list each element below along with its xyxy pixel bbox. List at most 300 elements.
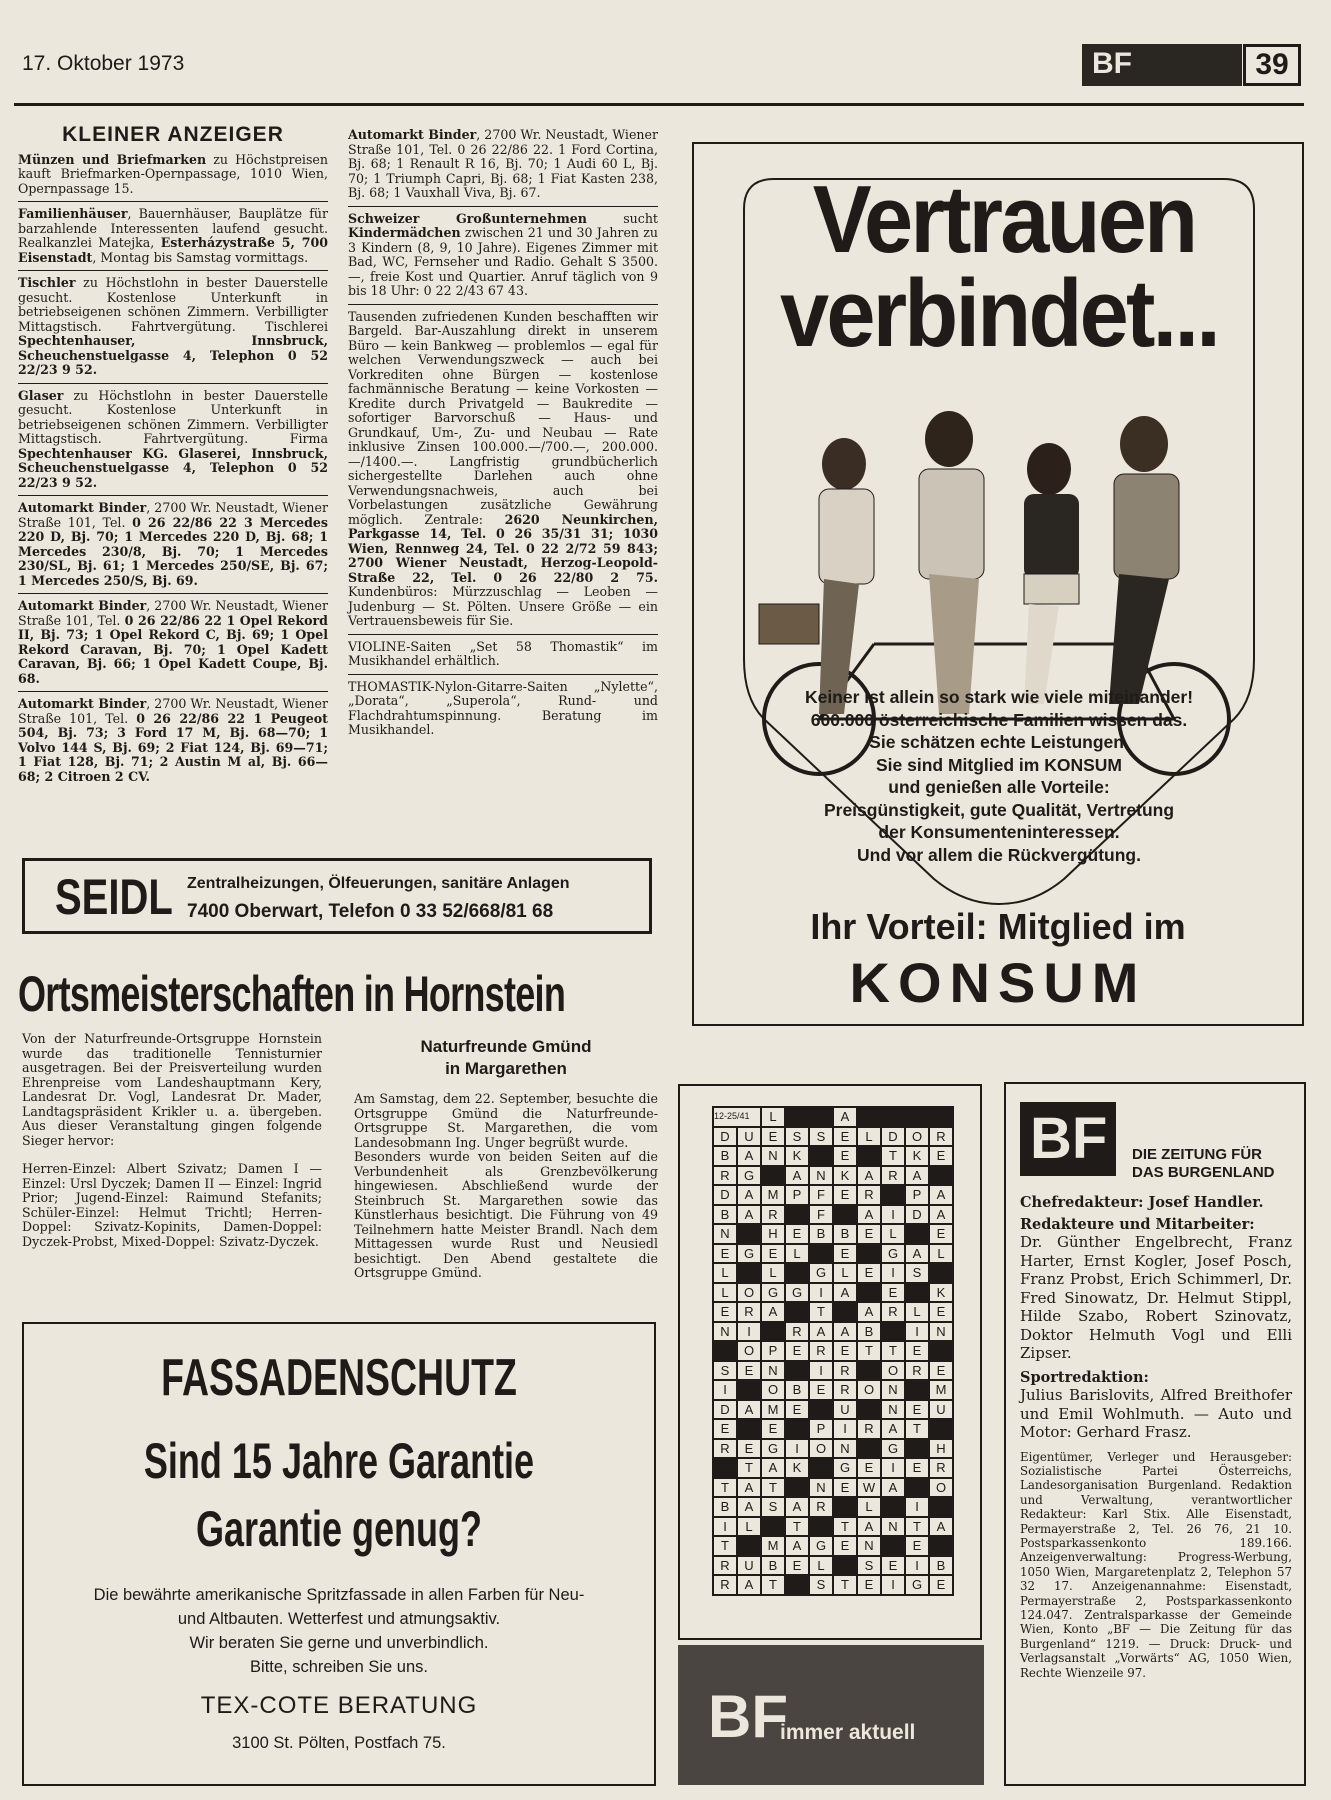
crossword-cell: N xyxy=(809,1478,833,1498)
crossword-cell: A xyxy=(857,1205,881,1225)
crossword-cell: A xyxy=(785,1166,809,1186)
crossword-cell: S xyxy=(785,1127,809,1147)
crossword-cell xyxy=(737,1536,761,1556)
crossword-cell: E xyxy=(833,1244,857,1264)
crossword-cell: R xyxy=(809,1341,833,1361)
crossword-cell: N xyxy=(713,1224,737,1244)
crossword-cell: L xyxy=(857,1497,881,1517)
fassaden-company: TEX-COTE BERATUNG xyxy=(200,1692,478,1719)
crossword-cell: E xyxy=(713,1302,737,1322)
crossword-cell xyxy=(809,1458,833,1478)
crossword-cell xyxy=(929,1341,953,1361)
crossword-cell: K xyxy=(833,1166,857,1186)
crossword-cell: L xyxy=(713,1283,737,1303)
fassaden-body-2: und Altbauten. Wetterfest und atmungsaktiv. xyxy=(177,1610,501,1628)
crossword-cell: A xyxy=(737,1185,761,1205)
crossword-cell: R xyxy=(833,1361,857,1381)
crossword-cell: T xyxy=(737,1458,761,1478)
crossword-cell: T xyxy=(713,1536,737,1556)
crossword-cell: N xyxy=(713,1322,737,1342)
crossword-cell: E xyxy=(785,1224,809,1244)
classified-ad: Tischler zu Höchstlohn in bester Dauerstelle gesucht. Kostenlose Unterkunft in betriebseigenen schönen Zimmern. Verbilligter Mittagstisch. Fahrtvergütung. Tischlerei Spechtenhauser, Innsbruck, Scheuchenstuelgasse 4, Telephon 0 52 22/23 9 52. xyxy=(18,275,328,377)
impressum-logo xyxy=(1020,1102,1116,1176)
crossword-cell: R xyxy=(713,1556,737,1576)
crossword-cell: R xyxy=(737,1302,761,1322)
konsum-body-line: Sie schätzen echte Leistungen. xyxy=(869,732,1129,752)
crossword-cell xyxy=(809,1517,833,1537)
crossword-cell: I xyxy=(905,1497,929,1517)
crossword-cell: G xyxy=(737,1244,761,1264)
crossword-cell: D xyxy=(905,1205,929,1225)
crossword-cell: G xyxy=(881,1244,905,1264)
crossword-cell xyxy=(857,1107,881,1127)
crossword-cell: M xyxy=(761,1185,785,1205)
crossword-cell: A xyxy=(833,1322,857,1342)
crossword-cell: A xyxy=(905,1166,929,1186)
crossword-cell: I xyxy=(881,1205,905,1225)
crossword-cell: E xyxy=(929,1146,953,1166)
fassaden-line-1: Sind 15 Jahre Garantie xyxy=(143,1433,535,1489)
crossword-cell xyxy=(881,1185,905,1205)
crossword-cell: B xyxy=(713,1146,737,1166)
crossword-cell: D xyxy=(881,1127,905,1147)
crossword-label: 12-25/41 xyxy=(713,1107,761,1127)
crossword-cell xyxy=(737,1419,761,1439)
crossword-cell: R xyxy=(905,1361,929,1381)
crossword-box xyxy=(678,1084,982,1640)
classified-ad: VIOLINE-Saiten „Set 58 Thomastik“ im Musikhandel erhältlich. xyxy=(348,638,658,668)
crossword-cell: L xyxy=(737,1517,761,1537)
crossword-cell: I xyxy=(905,1556,929,1576)
crossword-cell xyxy=(905,1439,929,1459)
header-rule xyxy=(14,103,1304,106)
crossword-cell: E xyxy=(737,1439,761,1459)
crossword-cell xyxy=(929,1107,953,1127)
crossword-cell: T xyxy=(761,1478,785,1498)
crossword-cell xyxy=(905,1478,929,1498)
crossword-cell: P xyxy=(761,1341,785,1361)
crossword-cell: N xyxy=(881,1380,905,1400)
crossword-cell: T xyxy=(905,1517,929,1537)
crossword-cell: D xyxy=(713,1400,737,1420)
crossword-cell: I xyxy=(833,1419,857,1439)
crossword-cell: U xyxy=(929,1400,953,1420)
crossword-cell: L xyxy=(905,1302,929,1322)
crossword-cell xyxy=(713,1458,737,1478)
konsum-body-line: Und vor allem die Rückvergütung. xyxy=(857,844,1141,865)
crossword-cell: A xyxy=(881,1478,905,1498)
crossword-cell xyxy=(881,1497,905,1517)
crossword-cell: L xyxy=(833,1263,857,1283)
hornstein-body: Von der Naturfreunde-Ortsgruppe Hornstein wurde das traditionelle Tennisturnier ausgetragen. Bei der Preisverteilung wurden Ehrenpreise vom Landeshauptmann Kery, Landesrat Dr. Vogl, Landesrat Dr. Mader, Landtagspräsident Krikler u. a. übergeben. Aus dieser Veranstaltung gingen folgende Sieger hervor: xyxy=(22,1031,322,1148)
crossword-cell: L xyxy=(929,1244,953,1264)
crossword-cell: E xyxy=(833,1185,857,1205)
crossword-cell: D xyxy=(713,1185,737,1205)
ad-divider xyxy=(348,206,658,207)
seidl-name: SEIDL xyxy=(55,869,173,925)
crossword-cell: E xyxy=(929,1575,953,1595)
crossword-cell: I xyxy=(809,1283,833,1303)
crossword-cell: E xyxy=(761,1244,785,1264)
crossword-cell: I xyxy=(785,1439,809,1459)
konsum-body-line: der Konsumenteninteressen. xyxy=(878,822,1120,842)
crossword-cell xyxy=(857,1400,881,1420)
impressum-sport-title: Sportredaktion: xyxy=(1020,1368,1149,1386)
gmuend-article xyxy=(354,1036,658,1281)
crossword-cell: O xyxy=(737,1341,761,1361)
crossword-cell: L xyxy=(857,1127,881,1147)
crossword-cell: F xyxy=(809,1205,833,1225)
crossword-cell: E xyxy=(785,1341,809,1361)
crossword-cell xyxy=(833,1497,857,1517)
crossword-cell: U xyxy=(737,1556,761,1576)
crossword-cell xyxy=(881,1107,905,1127)
crossword-cell: K xyxy=(929,1283,953,1303)
crossword-cell: B xyxy=(857,1322,881,1342)
crossword-cell xyxy=(785,1263,809,1283)
crossword-cell: B xyxy=(713,1497,737,1517)
crossword-cell: S xyxy=(809,1575,833,1595)
crossword-cell: H xyxy=(929,1439,953,1459)
crossword-cell xyxy=(761,1166,785,1186)
crossword-cell: B xyxy=(713,1205,737,1225)
crossword-cell: A xyxy=(857,1166,881,1186)
crossword-cell xyxy=(785,1107,809,1127)
crossword-cell: L xyxy=(761,1263,785,1283)
ad-divider xyxy=(348,304,658,305)
crossword-cell: I xyxy=(905,1322,929,1342)
crossword-cell: P xyxy=(809,1419,833,1439)
classified-ad: Automarkt Binder, 2700 Wr. Neustadt, Wiener Straße 101, Tel. 0 26 22/86 22 1 Opel Rekord II, Bj. 73; 1 Opel Rekord C, Bj. 69; 1 Opel Rekord Caravan, Bj. 70; 1 Opel Kadett Caravan, Bj. 66; 1 Opel Kadett Coupe, Bj. 68. xyxy=(18,598,328,686)
crossword-cell: R xyxy=(713,1439,737,1459)
classified-ad: Automarkt Binder, 2700 Wr. Neustadt, Wiener Straße 101, Tel. 0 26 22/86 22 3 Mercedes 220 D, Bj. 70; 1 Mercedes 220 D, Bj. 68; 1 Mercedes 230/8, Bj. 70; 1 Mercedes 230/SL, Bj. 61; 1 Mercedes 250/SE, Bj. 67; 1 Mercedes 250/S, Bj. 69. xyxy=(18,500,328,588)
konsum-body-line: Preisgünstigkeit, gute Qualität, Vertretung xyxy=(823,799,1175,820)
crossword-cell xyxy=(785,1302,809,1322)
crossword-cell: E xyxy=(833,1146,857,1166)
gmuend-body-2: Besonders wurde von beiden Seiten auf die Verbundenheit als Grenzbevölkerung hingewiesen. Abschließend wurde der Steinbruch St. Margarethen sowie das Künstlerhaus besichtigt. Die Führung von 49 Teilnehmern hatte Meister Brandl. Nach dem Mittagessen wurde Rust und Neusiedl besichtigt. Den Abend gestaltete die Ortsgruppe Gmünd. xyxy=(354,1149,658,1280)
classifieds-list-2 xyxy=(348,128,658,738)
crossword-cell xyxy=(929,1166,953,1186)
crossword-cell: K xyxy=(905,1146,929,1166)
bf-aktuell-ad xyxy=(678,1645,984,1785)
crossword-cell xyxy=(929,1536,953,1556)
crossword-cell: E xyxy=(833,1127,857,1147)
impressum-box xyxy=(1004,1082,1306,1786)
crossword-cell: A xyxy=(929,1205,953,1225)
crossword-cell: A xyxy=(785,1536,809,1556)
crossword-cell: A xyxy=(737,1400,761,1420)
crossword-cell: L xyxy=(881,1224,905,1244)
konsum-brand: KONSUM xyxy=(849,951,1147,1014)
crossword-cell: E xyxy=(905,1400,929,1420)
crossword-cell: E xyxy=(857,1263,881,1283)
classifieds-column-1 xyxy=(18,123,328,784)
crossword-cell: A xyxy=(737,1497,761,1517)
crossword-cell: W xyxy=(857,1478,881,1498)
crossword-cell xyxy=(857,1244,881,1264)
crossword-cell: R xyxy=(929,1458,953,1478)
konsum-headline-2: verbindet... xyxy=(779,260,1219,367)
hornstein-headline: Ortsmeisterschaften in Hornstein xyxy=(18,966,566,1022)
impressum-tagline-1: DIE ZEITUNG FÜR xyxy=(1132,1146,1262,1163)
crossword-cell: R xyxy=(713,1575,737,1595)
crossword-cell: G xyxy=(761,1439,785,1459)
crossword-cell xyxy=(737,1224,761,1244)
impressum-redakteure-title: Redakteure und Mitarbeiter: xyxy=(1020,1215,1255,1233)
crossword-cell: A xyxy=(881,1419,905,1439)
classified-ad: Münzen und Briefmarken zu Höchstpreisen kauft Briefmarken-Opernpassage, 1010 Wien, Opernpassage 15. xyxy=(18,151,328,196)
crossword-cell: B xyxy=(833,1224,857,1244)
crossword-cell: G xyxy=(833,1458,857,1478)
crossword-cell: R xyxy=(929,1127,953,1147)
fassaden-body-4: Bitte, schreiben Sie uns. xyxy=(250,1658,428,1676)
crossword-cell: T xyxy=(833,1517,857,1537)
crossword-cell xyxy=(809,1400,833,1420)
crossword-grid xyxy=(712,1106,954,1596)
classified-ad: Schweizer Großunternehmen sucht Kindermädchen zwischen 21 und 30 Jahren zu 3 Kindern (8, 9, 10 Jahre). Eigenes Zimmer mit Bad, WC, Fernseher und Radio. Gehalt S 3500.—, freie Kost und Quartier. Anruf täglich von 9 bis 18 Uhr: 0 22 2/43 67 43. xyxy=(348,210,658,298)
crossword-cell: E xyxy=(833,1536,857,1556)
crossword-grid-wrap xyxy=(712,1106,954,1596)
crossword-cell: S xyxy=(809,1127,833,1147)
crossword-cell: E xyxy=(905,1458,929,1478)
crossword-cell: A xyxy=(857,1302,881,1322)
crossword-cell: O xyxy=(809,1439,833,1459)
crossword-cell: T xyxy=(809,1302,833,1322)
crossword-cell: A xyxy=(737,1205,761,1225)
crossword-cell xyxy=(905,1380,929,1400)
crossword-cell: S xyxy=(761,1497,785,1517)
crossword-cell xyxy=(737,1380,761,1400)
crossword-cell: E xyxy=(905,1536,929,1556)
crossword-cell: E xyxy=(857,1458,881,1478)
crossword-cell: R xyxy=(881,1166,905,1186)
crossword-cell: T xyxy=(881,1146,905,1166)
crossword-cell xyxy=(857,1439,881,1459)
classified-ad: THOMASTIK-Nylon-Gitarre-Saiten „Nylette“, „Dorata“, „Superola“, Rund- und Flachdrahtumspinnung. Beratung im Musikhandel. xyxy=(348,678,658,737)
konsum-headline-1: Vertrauen xyxy=(812,166,1196,273)
crossword-cell xyxy=(785,1205,809,1225)
crossword-cell: N xyxy=(857,1536,881,1556)
crossword-cell xyxy=(929,1497,953,1517)
crossword-cell: S xyxy=(857,1556,881,1576)
konsum-body-line: Sie sind Mitglied im KONSUM xyxy=(876,754,1122,775)
crossword-cell xyxy=(713,1341,737,1361)
seidl-ad xyxy=(22,858,652,934)
gmuend-title-2: in Margarethen xyxy=(445,1059,567,1078)
crossword-cell: L xyxy=(809,1556,833,1576)
crossword-cell: K xyxy=(785,1146,809,1166)
crossword-cell: R xyxy=(857,1185,881,1205)
crossword-cell: I xyxy=(881,1458,905,1478)
crossword-cell: T xyxy=(713,1478,737,1498)
crossword-cell xyxy=(833,1302,857,1322)
ad-divider xyxy=(18,270,328,271)
crossword-cell: B xyxy=(785,1380,809,1400)
crossword-cell: A xyxy=(761,1458,785,1478)
classified-ad: Familienhäuser, Bauernhäuser, Bauplätze für barzahlende Interessenten laufend gesucht. Realkanzlei Matejka, Esterházystraße 5, 700 Eisenstadt, Montag bis Samstag vormittags. xyxy=(18,206,328,265)
crossword-cell: G xyxy=(809,1263,833,1283)
crossword-cell: N xyxy=(761,1361,785,1381)
impressum-logo-text: BF xyxy=(1030,1106,1108,1171)
crossword-cell xyxy=(785,1575,809,1595)
crossword-cell: A xyxy=(929,1517,953,1537)
classified-ad: Glaser zu Höchstlohn in bester Dauerstelle gesucht. Kostenlose Unterkunft in betriebseigenen schönen Zimmern. Verbilligter Mittagstisch. Fahrtvergütung. Firma Spechtenhauser KG. Glaserei, Innsbruck, Scheuchenstuelgasse 4, Telephon 0 52 22/23 9 52. xyxy=(18,387,328,490)
crossword-cell: E xyxy=(785,1556,809,1576)
page-number: 39 xyxy=(1243,44,1301,86)
crossword-cell xyxy=(905,1224,929,1244)
crossword-cell: A xyxy=(737,1146,761,1166)
impressum-tagline-2: DAS BURGENLAND xyxy=(1132,1164,1275,1181)
crossword-cell: O xyxy=(881,1361,905,1381)
crossword-cell: R xyxy=(785,1322,809,1342)
fassaden-line-2: Garantie genug? xyxy=(195,1501,483,1557)
crossword-cell xyxy=(785,1361,809,1381)
crossword-cell: M xyxy=(929,1380,953,1400)
crossword-cell xyxy=(809,1244,833,1264)
crossword-cell xyxy=(785,1419,809,1439)
crossword-cell: I xyxy=(713,1380,737,1400)
crossword-cell: A xyxy=(905,1244,929,1264)
crossword-cell: E xyxy=(929,1224,953,1244)
crossword-cell: A xyxy=(761,1302,785,1322)
crossword-cell: G xyxy=(809,1536,833,1556)
crossword-cell: K xyxy=(785,1458,809,1478)
crossword-cell: O xyxy=(737,1283,761,1303)
crossword-cell: T xyxy=(905,1419,929,1439)
masthead-logo xyxy=(1082,44,1242,86)
crossword-cell: N xyxy=(929,1322,953,1342)
crossword-cell: N xyxy=(881,1517,905,1537)
crossword-cell: P xyxy=(785,1185,809,1205)
crossword-cell: N xyxy=(833,1439,857,1459)
crossword-cell: E xyxy=(737,1361,761,1381)
crossword-cell xyxy=(857,1146,881,1166)
classified-ad: Automarkt Binder, 2700 Wr. Neustadt, Wiener Straße 101, Tel. 0 26 22/86 22. 1 Ford Cortina, Bj. 68; 1 Renault R 16, Bj. 70; 1 Audi 60 L, Bj. 70; 1 Triumph Capri, Bj. 68; 1 Fiat Kasten 238, Bj. 68; 1 Vauxhall Viva, Bj. 67. xyxy=(348,127,658,200)
crossword-cell: T xyxy=(857,1341,881,1361)
crossword-cell: E xyxy=(785,1400,809,1420)
crossword-cell xyxy=(737,1263,761,1283)
crossword-cell: E xyxy=(857,1224,881,1244)
crossword-cell xyxy=(881,1536,905,1556)
crossword-cell: E xyxy=(881,1283,905,1303)
crossword-cell: N xyxy=(809,1166,833,1186)
crossword-cell xyxy=(785,1478,809,1498)
impressum-redakteure: Dr. Günther Engelbrecht, Franz Harter, Ernst Kogler, Josef Posch, Franz Probst, Erich Schimmerl, Dr. Fred Sinowatz, Dr. Helmut Stippl, Hilde Szabo, Robert Szinovatz, Doktor Helmuth Vogl und Elli Zipser. xyxy=(1020,1233,1292,1362)
crossword-cell: T xyxy=(761,1575,785,1595)
ad-divider xyxy=(348,674,658,675)
crossword-cell: O xyxy=(761,1380,785,1400)
fassaden-address: 3100 St. Pölten, Postfach 75. xyxy=(232,1734,446,1752)
crossword-cell: S xyxy=(905,1263,929,1283)
konsum-body-text xyxy=(754,686,1244,866)
crossword-cell: B xyxy=(809,1224,833,1244)
crossword-cell: I xyxy=(809,1361,833,1381)
crossword-cell: L xyxy=(785,1244,809,1264)
crossword-cell xyxy=(929,1419,953,1439)
masthead-logo-text: BF xyxy=(1092,47,1132,80)
hornstein-article xyxy=(22,1032,322,1249)
classified-ad: Tausenden zufriedenen Kunden beschafften wir Bargeld. Bar-Auszahlung direkt in unserem Büro — kein Bankweg — problemlos — egal für welchen Verwendungszweck — auch bei Vorkrediten ohne Bürgen — kostenlose fachmännische Beratung — keine Vorkosten — Kredite durch Privatgeld — Baukredite — sofortiger Barvorschuß — Haus- und Grundkauf, Um-, Zu- und Neubau — Rate inklusive Zinsen 100.000.—/700.—, 200.000.—/1400.—. Langfristig grundbücherlich sichergestellte Darlehen auch ohne Verwendungsnachweis, auch bei Vorbelastungen zusätzliche Gewährung möglich. Zentrale: 2620 Neunkirchen, Parkgasse 14, Tel. 0 26 35/31 31; 1030 Wien, Rennweg 24, Tel. 0 22 2/72 59 843; 2700 Wiener Neustadt, Herzog-Leopold-Straße 22, Tel. 0 26 22/80 2 75. Kundenbüros: Mürzzuschlag — Leoben — Judenburg — St. Pölten. Unsere Größe — ein Vertrauensbeweis für Sie. xyxy=(348,308,658,628)
seidl-line-2: 7400 Oberwart, Telefon 0 33 52/668/81 68 xyxy=(187,901,554,922)
ad-divider xyxy=(348,634,658,635)
crossword-cell: E xyxy=(881,1556,905,1576)
crossword-cell: B xyxy=(929,1556,953,1576)
crossword-cell: R xyxy=(857,1419,881,1439)
crossword-cell: R xyxy=(713,1166,737,1186)
crossword-cell: T xyxy=(785,1517,809,1537)
classified-ad: Automarkt Binder, 2700 Wr. Neustadt, Wiener Straße 101, Tel. 0 26 22/86 22 1 Peugeot 504, Bj. 73; 3 Ford 17 M, Bj. 68—70; 1 Volvo 144 S, Bj. 69; 2 Fiat 124, Bj. 69—71; 1 Fiat 128, Bj. 71; 2 Austin M al, Bj. 66—68; 2 Citroen 2 CV. xyxy=(18,696,328,784)
ad-divider xyxy=(18,495,328,496)
crossword-cell: E xyxy=(833,1478,857,1498)
fassaden-title: FASSADENSCHUTZ xyxy=(161,1349,517,1407)
konsum-body-line: Keiner ist allein so stark wie viele miteinander! xyxy=(804,687,1194,707)
crossword-cell: U xyxy=(737,1127,761,1147)
crossword-cell: R xyxy=(761,1205,785,1225)
crossword-cell: M xyxy=(761,1400,785,1420)
crossword-cell: O xyxy=(857,1380,881,1400)
crossword-cell: G xyxy=(737,1166,761,1186)
gmuend-body-1: Am Samstag, dem 22. September, besuchte die Ortsgruppe Gmünd die Naturfreunde-Ortsgruppe St. Margarethen, die vom Landesobmann Ing. Unger begrüßt wurde. xyxy=(354,1091,658,1150)
crossword-cell xyxy=(881,1322,905,1342)
crossword-cell: U xyxy=(833,1400,857,1420)
konsum-body-line: und genießen alle Vorteile: xyxy=(888,777,1110,797)
crossword-cell xyxy=(857,1283,881,1303)
crossword-cell: P xyxy=(905,1185,929,1205)
ad-divider xyxy=(18,201,328,202)
crossword-cell xyxy=(905,1107,929,1127)
crossword-cell: G xyxy=(761,1283,785,1303)
gmuend-title-1: Naturfreunde Gmünd xyxy=(420,1037,592,1056)
crossword-cell: E xyxy=(713,1244,737,1264)
crossword-cell: G xyxy=(785,1283,809,1303)
crossword-cell: N xyxy=(761,1146,785,1166)
ad-divider xyxy=(18,383,328,384)
classifieds-column-2 xyxy=(348,128,658,738)
crossword-cell: I xyxy=(737,1322,761,1342)
issue-date: 17. Oktober 1973 xyxy=(22,52,185,75)
fassaden-body-3: Wir beraten Sie gerne und unverbindlich. xyxy=(189,1634,489,1652)
crossword-cell: F xyxy=(809,1185,833,1205)
crossword-cell: A xyxy=(857,1517,881,1537)
crossword-cell xyxy=(833,1205,857,1225)
crossword-cell: A xyxy=(833,1283,857,1303)
crossword-cell: E xyxy=(905,1341,929,1361)
crossword-cell: T xyxy=(833,1575,857,1595)
crossword-cell: N xyxy=(881,1400,905,1420)
crossword-cell: I xyxy=(881,1575,905,1595)
crossword-cell: E xyxy=(761,1419,785,1439)
ad-divider xyxy=(18,691,328,692)
crossword-cell: I xyxy=(713,1517,737,1537)
bf-aktuell-text: immer aktuell xyxy=(780,1721,916,1744)
crossword-cell: G xyxy=(905,1575,929,1595)
crossword-cell xyxy=(809,1146,833,1166)
crossword-cell: A xyxy=(809,1322,833,1342)
crossword-cell xyxy=(857,1361,881,1381)
crossword-cell xyxy=(761,1517,785,1537)
crossword-cell: R xyxy=(809,1497,833,1517)
crossword-cell: E xyxy=(929,1361,953,1381)
classifieds-list-1 xyxy=(18,153,328,785)
crossword-cell xyxy=(905,1283,929,1303)
crossword-cell xyxy=(833,1556,857,1576)
crossword-cell: R xyxy=(881,1302,905,1322)
crossword-cell: O xyxy=(929,1478,953,1498)
crossword-cell: E xyxy=(809,1380,833,1400)
crossword-cell: O xyxy=(905,1127,929,1147)
crossword-cell: S xyxy=(713,1361,737,1381)
crossword-cell: E xyxy=(713,1419,737,1439)
